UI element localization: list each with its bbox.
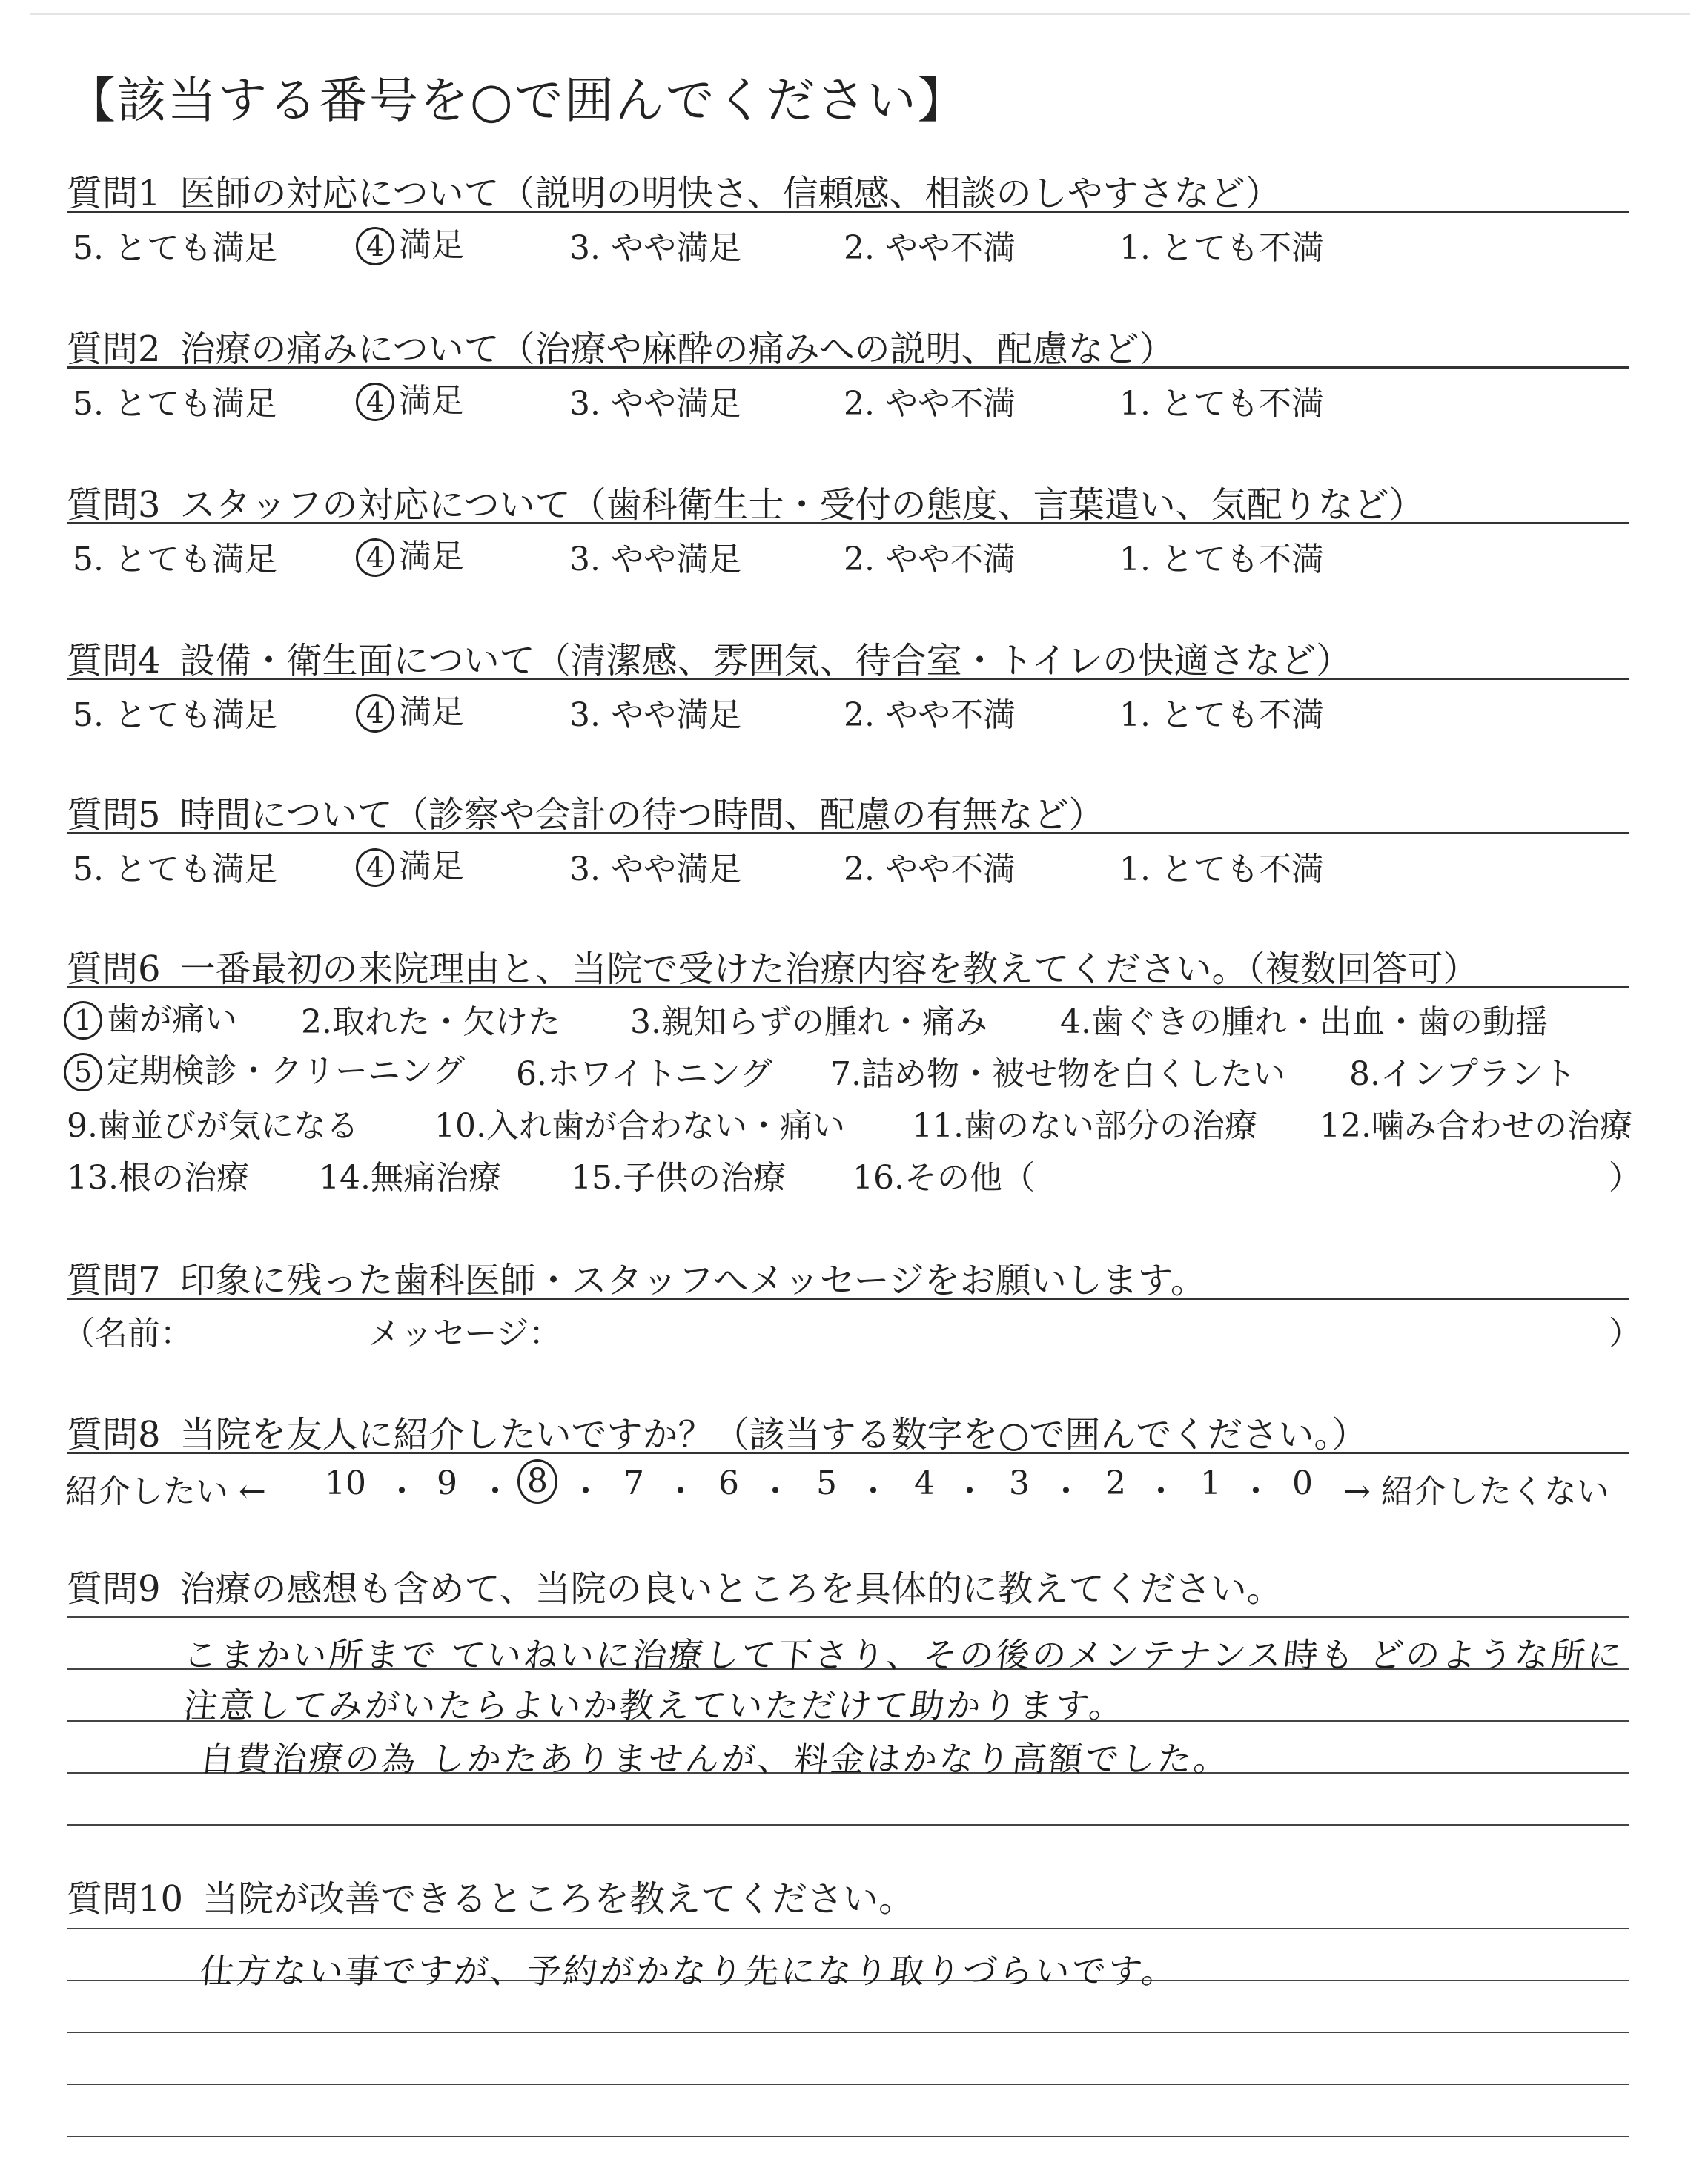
- question-number: 質問8: [67, 1414, 161, 1456]
- option-label: 取れた・欠けた: [331, 1003, 560, 1041]
- q2-heading: [67, 320, 1175, 371]
- question-text: 印象に残った歯科医師・スタッフへメッセージをお願いします。: [179, 1260, 1206, 1301]
- question-number: 質問9: [67, 1568, 161, 1610]
- reason-option[interactable]: [1349, 1047, 1576, 1094]
- option-label: 定期検診・クリーニング: [107, 1052, 466, 1090]
- recommend-left-label: 紹介したい ←: [65, 1473, 266, 1510]
- reason-option[interactable]: [830, 1047, 1285, 1094]
- recommend-score[interactable]: 5: [816, 1464, 837, 1502]
- q7-heading: [67, 1252, 1206, 1303]
- option-number: 3.: [630, 1003, 661, 1041]
- q1-heading: [67, 165, 1281, 216]
- option-label: その他（: [904, 1159, 1035, 1197]
- option-label: 入れ歯が合わない・痛い: [486, 1107, 845, 1145]
- option-number: 11.: [912, 1107, 964, 1145]
- option-very-dissatisfied[interactable]: 1. とても不満: [1119, 385, 1324, 423]
- question-rule: [67, 832, 1629, 834]
- question-number: 質問5: [67, 794, 161, 836]
- scale-separator: ・: [664, 1473, 697, 1510]
- option-satisfied[interactable]: [356, 685, 464, 733]
- option-somewhat-satisfied[interactable]: 3. やや満足: [569, 696, 741, 734]
- page-title: 【該当する番号を○で囲んでください】: [67, 72, 968, 129]
- circled-choice-mark: 5: [64, 1053, 102, 1091]
- question-number: 質問10: [67, 1878, 184, 1920]
- reason-option[interactable]: [912, 1099, 1257, 1146]
- recommend-score-selected[interactable]: 8: [517, 1459, 557, 1504]
- option-number: 2.: [301, 1003, 332, 1041]
- q9-heading: [67, 1560, 1282, 1611]
- circled-choice-mark: 1: [64, 1001, 102, 1040]
- q6-heading: [67, 940, 1479, 991]
- option-label: 満足: [399, 382, 464, 420]
- question-number: 質問1: [67, 173, 161, 214]
- option-number: 10.: [434, 1107, 486, 1145]
- question-text: 医師の対応について（説明の明快さ、信頼感、相談のしやすさなど）: [179, 173, 1281, 214]
- recommend-score[interactable]: 7: [623, 1464, 644, 1502]
- option-number: 12.: [1320, 1107, 1371, 1145]
- option-somewhat-dissatisfied[interactable]: 2. やや不満: [844, 696, 1016, 734]
- name-field-label[interactable]: （名前：: [62, 1315, 193, 1353]
- scale-separator: ・: [1145, 1473, 1177, 1510]
- option-satisfied[interactable]: [356, 529, 464, 577]
- answer-line: [67, 2136, 1629, 2137]
- option-label: 噛み合わせの治療: [1371, 1107, 1632, 1145]
- q5-heading: [67, 786, 1105, 837]
- scale-separator: ・: [759, 1473, 792, 1510]
- option-somewhat-dissatisfied[interactable]: 2. やや不満: [844, 541, 1016, 578]
- reason-option[interactable]: [434, 1099, 845, 1146]
- answer-line: [67, 2084, 1629, 2085]
- q4-heading: [67, 632, 1351, 683]
- question-rule: [67, 678, 1629, 680]
- q3-heading: [67, 476, 1425, 527]
- option-somewhat-satisfied[interactable]: 3. やや満足: [569, 851, 741, 888]
- option-very-satisfied[interactable]: 5. とても満足: [73, 696, 277, 734]
- scale-separator: ・: [953, 1473, 986, 1510]
- recommend-score[interactable]: 9: [437, 1464, 457, 1502]
- reason-option[interactable]: [630, 995, 987, 1043]
- question-text: 当院が改善できるところを教えてください。: [202, 1878, 915, 1920]
- option-label: 歯が痛い: [107, 1000, 237, 1038]
- scale-separator: ・: [857, 1473, 890, 1510]
- scale-separator: ・: [1239, 1473, 1272, 1510]
- option-number: 4.: [1060, 1003, 1091, 1041]
- reason-option[interactable]: [1060, 995, 1548, 1043]
- option-somewhat-dissatisfied[interactable]: 2. やや不満: [844, 229, 1016, 267]
- circled-choice-mark: 4: [356, 383, 394, 421]
- option-somewhat-satisfied[interactable]: 3. やや満足: [569, 229, 741, 267]
- scale-separator: ・: [385, 1473, 418, 1510]
- answer-line: [67, 1928, 1629, 1929]
- question-rule: [67, 986, 1629, 988]
- recommend-score[interactable]: 1: [1200, 1464, 1221, 1502]
- circled-choice-mark: 4: [356, 694, 394, 733]
- option-very-dissatisfied[interactable]: 1. とても不満: [1119, 696, 1324, 734]
- handwritten-answer: 自費治療の為 しかたありませんが、料金はかなり高額でした。: [197, 1739, 1233, 1779]
- option-label: 詰め物・被せ物を白くしたい: [861, 1055, 1285, 1093]
- option-satisfied[interactable]: [356, 218, 464, 265]
- handwritten-answer: 仕方ない事ですが、予約がかなり先になり取りづらいです。: [197, 1951, 1180, 1991]
- option-number: 9.: [67, 1107, 98, 1145]
- option-somewhat-satisfied[interactable]: 3. やや満足: [569, 385, 741, 423]
- question-rule: [67, 211, 1629, 213]
- question-rule: [67, 522, 1629, 524]
- option-very-satisfied[interactable]: 5. とても満足: [73, 385, 277, 423]
- recommend-score[interactable]: 6: [718, 1464, 739, 1502]
- option-label: 満足: [399, 693, 464, 731]
- circled-choice-mark: 4: [356, 848, 394, 887]
- reason-option[interactable]: [64, 992, 237, 1040]
- option-somewhat-dissatisfied[interactable]: 2. やや不満: [844, 851, 1016, 888]
- question-number: 質問3: [67, 484, 161, 526]
- reason-option[interactable]: [64, 1044, 465, 1091]
- message-field-label[interactable]: メッセージ：: [368, 1315, 562, 1353]
- reason-option[interactable]: [853, 1151, 1035, 1198]
- question-text: 設備・衛生面について（清潔感、雰囲気、待合室・トイレの快適さなど）: [179, 640, 1352, 681]
- reason-option[interactable]: [67, 1151, 249, 1198]
- reason-option[interactable]: [516, 1047, 772, 1094]
- question-rule: [67, 1452, 1629, 1454]
- recommend-score[interactable]: 3: [1009, 1464, 1030, 1502]
- option-very-satisfied[interactable]: 5. とても満足: [73, 229, 277, 267]
- question-rule: [67, 366, 1629, 369]
- option-label: 満足: [399, 226, 464, 264]
- recommend-right-label: → 紹介したくない: [1343, 1473, 1609, 1510]
- option-number: 16.: [853, 1159, 904, 1197]
- answer-line: [67, 1616, 1629, 1618]
- handwritten-answer: こまかい所まで ていねいに治療して下さり、その後のメンテナンス時も どのような所に: [181, 1635, 1626, 1675]
- option-label: 歯のない部分の治療: [963, 1107, 1257, 1145]
- recommend-score[interactable]: 2: [1105, 1464, 1126, 1502]
- option-number: 13.: [67, 1159, 119, 1197]
- option-somewhat-satisfied[interactable]: 3. やや満足: [569, 541, 741, 578]
- recommend-score[interactable]: 10: [325, 1464, 366, 1502]
- question-number: 質問6: [67, 948, 161, 990]
- scale-separator: ・: [479, 1473, 512, 1510]
- option-very-satisfied[interactable]: 5. とても満足: [73, 851, 277, 888]
- reason-option[interactable]: [67, 1099, 359, 1146]
- option-label: 子供の治療: [622, 1159, 786, 1197]
- question-number: 質問4: [67, 640, 161, 681]
- option-number: 8.: [1349, 1055, 1380, 1093]
- question-text: 当院を友人に紹介したいですか？（該当する数字を○で囲んでください。）: [179, 1414, 1368, 1456]
- reason-option[interactable]: [319, 1151, 501, 1198]
- question-text: 一番最初の来院理由と、当院で受けた治療内容を教えてください。（複数回答可）: [179, 948, 1479, 990]
- option-label: 根の治療: [118, 1159, 249, 1197]
- question-text: 治療の感想も含めて、当院の良いところを具体的に教えてください。: [179, 1568, 1282, 1610]
- q8-heading: [67, 1406, 1367, 1457]
- circled-choice-mark: 4: [356, 227, 394, 265]
- option-satisfied[interactable]: [356, 839, 464, 887]
- option-label: 歯ぐきの腫れ・出血・歯の動揺: [1090, 1003, 1548, 1041]
- option-label: ホワイトニング: [546, 1055, 773, 1093]
- option-very-satisfied[interactable]: 5. とても満足: [73, 541, 277, 578]
- option-somewhat-dissatisfied[interactable]: 2. やや不満: [844, 385, 1016, 423]
- other-close-paren: ）: [1609, 1159, 1641, 1197]
- circled-choice-mark: 4: [356, 538, 394, 577]
- option-label: 満足: [399, 848, 464, 885]
- option-number: 7.: [830, 1055, 861, 1093]
- option-very-dissatisfied[interactable]: 1. とても不満: [1119, 851, 1324, 888]
- question-text: 時間について（診察や会計の待つ時間、配慮の有無など）: [179, 794, 1105, 836]
- option-label: インプラント: [1380, 1055, 1576, 1093]
- option-very-dissatisfied[interactable]: 1. とても不満: [1119, 541, 1324, 578]
- option-satisfied[interactable]: [356, 374, 464, 421]
- question-number: 質問7: [67, 1260, 161, 1301]
- option-label: 歯並びが気になる: [97, 1107, 359, 1145]
- option-very-dissatisfied[interactable]: 1. とても不満: [1119, 229, 1324, 267]
- option-number: 6.: [516, 1055, 547, 1093]
- question-number: 質問2: [67, 328, 161, 370]
- recommend-score[interactable]: 4: [914, 1464, 935, 1502]
- answer-line: [67, 2032, 1629, 2033]
- question-rule: [67, 1298, 1629, 1300]
- reason-option[interactable]: [1320, 1099, 1632, 1146]
- option-label: 無痛治療: [370, 1159, 501, 1197]
- handwritten-answer: 注意してみがいたらよいか教えていただけて助かります。: [181, 1685, 1128, 1725]
- question-text: 治療の痛みについて（治療や麻酔の痛みへの説明、配慮など）: [179, 328, 1175, 370]
- question-text: スタッフの対応について（歯科衛生士・受付の態度、言葉遣い、気配りなど）: [179, 484, 1425, 526]
- option-number: 15.: [571, 1159, 623, 1197]
- reason-option[interactable]: [571, 1151, 786, 1198]
- reason-option[interactable]: [301, 995, 560, 1043]
- answer-line: [67, 1824, 1629, 1826]
- option-label: 満足: [399, 538, 464, 575]
- recommend-score[interactable]: 0: [1292, 1464, 1313, 1502]
- scale-separator: ・: [569, 1473, 602, 1510]
- message-close-paren: ）: [1609, 1315, 1641, 1353]
- option-label: 親知らずの腫れ・痛み: [661, 1003, 987, 1041]
- scale-separator: ・: [1050, 1473, 1082, 1510]
- top-divider: [30, 13, 1690, 15]
- q10-heading: [67, 1870, 914, 1921]
- option-number: 14.: [319, 1159, 371, 1197]
